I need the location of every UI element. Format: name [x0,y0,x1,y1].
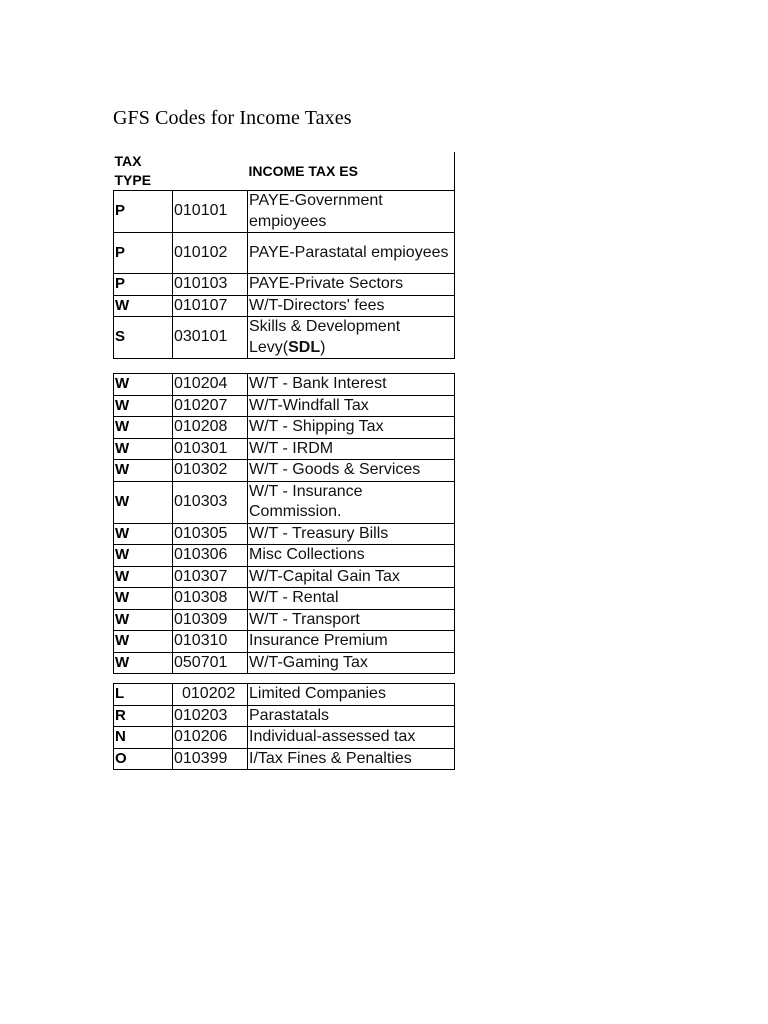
tax-type-cell: P [114,233,173,274]
tax-type-cell: W [114,481,173,523]
table-row [114,523,455,545]
description-cell: Limited Companies [248,684,455,706]
description-cell: W/T - Insurance Commission. [248,481,455,523]
code-cell: 010206 [173,727,248,749]
table-row [114,631,455,653]
table-row [114,460,455,482]
tax-type-cell: R [114,705,173,727]
code-cell: 050701 [173,652,248,674]
code-cell: 010305 [173,523,248,545]
code-cell: 010204 [173,374,248,396]
table-row [114,748,455,770]
description-cell: W/T-Windfall Tax [248,395,455,417]
code-cell: 010302 [173,460,248,482]
code-cell: 010102 [173,233,248,274]
tax-type-cell: W [114,588,173,610]
description-cell: W/T-Directors' fees [248,295,455,317]
tax-type-cell: W [114,295,173,317]
tax-type-cell: W [114,523,173,545]
gfs-table-withholding [113,373,455,674]
description-cell: W/T - IRDM [248,438,455,460]
table-row [114,609,455,631]
tax-type-cell: N [114,727,173,749]
description-cell: W/T - Goods & Services [248,460,455,482]
description-cell: Parastatals [248,705,455,727]
code-cell: 010399 [173,748,248,770]
table-row [114,684,455,706]
table-row [114,395,455,417]
table-row [114,191,455,233]
code-cell: 010307 [173,566,248,588]
description-text: Skills & Development Levy( [249,318,401,356]
description-cell: Individual-assessed tax [248,727,455,749]
code-cell: 010202 [173,684,248,706]
code-cell: 010309 [173,609,248,631]
table-row [114,274,455,296]
table-row [114,481,455,523]
code-cell: 010101 [173,191,248,233]
page-title: GFS Codes for Income Taxes [113,107,352,129]
table-row [114,652,455,674]
code-cell: 010103 [173,274,248,296]
tax-type-cell: W [114,545,173,567]
code-cell: 030101 [173,317,248,359]
code-cell: 010303 [173,481,248,523]
code-cell: 010107 [173,295,248,317]
description-text-end: ) [320,338,326,356]
tax-type-cell: S [114,317,173,359]
header-income-taxes: INCOME TAX ES [248,152,455,191]
description-cell [248,317,455,359]
sdl-abbreviation: SDL [288,338,321,356]
code-cell: 010208 [173,417,248,439]
description-cell: W/T-Gaming Tax [248,652,455,674]
tax-type-cell: W [114,460,173,482]
description-cell: I/Tax Fines & Penalties [248,748,455,770]
table-row [114,588,455,610]
table-row [114,566,455,588]
tax-type-cell: W [114,395,173,417]
header-tax-type: TAX TYPE [114,152,173,191]
table-row [114,727,455,749]
tax-type-cell: P [114,274,173,296]
tax-type-cell: P [114,191,173,233]
description-cell: W/T - Transport [248,609,455,631]
table-row [114,545,455,567]
tax-type-cell: W [114,631,173,653]
code-cell: 010306 [173,545,248,567]
table-row [114,417,455,439]
table-row [114,295,455,317]
code-cell: 010207 [173,395,248,417]
description-cell: Insurance Premium [248,631,455,653]
gfs-table-paye [113,152,455,359]
description-cell: PAYE-Government empioyees [248,191,455,233]
table-row [114,374,455,396]
description-cell: W/T - Treasury Bills [248,523,455,545]
code-cell: 010308 [173,588,248,610]
code-cell: 010301 [173,438,248,460]
table-row [114,317,455,359]
gfs-table-corporate [113,683,455,770]
table-row [114,438,455,460]
tax-type-cell: W [114,438,173,460]
description-cell: W/T - Shipping Tax [248,417,455,439]
header-code [173,152,248,191]
tax-type-cell: W [114,374,173,396]
tax-type-cell: W [114,417,173,439]
description-cell: PAYE-Parastatal empioyees [248,233,455,274]
table-row [114,705,455,727]
code-cell: 010310 [173,631,248,653]
tax-type-cell: W [114,609,173,631]
description-cell: W/T - Rental [248,588,455,610]
table-row [114,233,455,274]
tax-type-cell: O [114,748,173,770]
code-cell: 010203 [173,705,248,727]
description-cell: W/T-Capital Gain Tax [248,566,455,588]
tax-type-cell: L [114,684,173,706]
description-cell: W/T - Bank Interest [248,374,455,396]
tax-type-cell: W [114,652,173,674]
table-header-row [114,152,455,191]
description-cell: PAYE-Private Sectors [248,274,455,296]
description-cell: Misc Collections [248,545,455,567]
tax-type-cell: W [114,566,173,588]
